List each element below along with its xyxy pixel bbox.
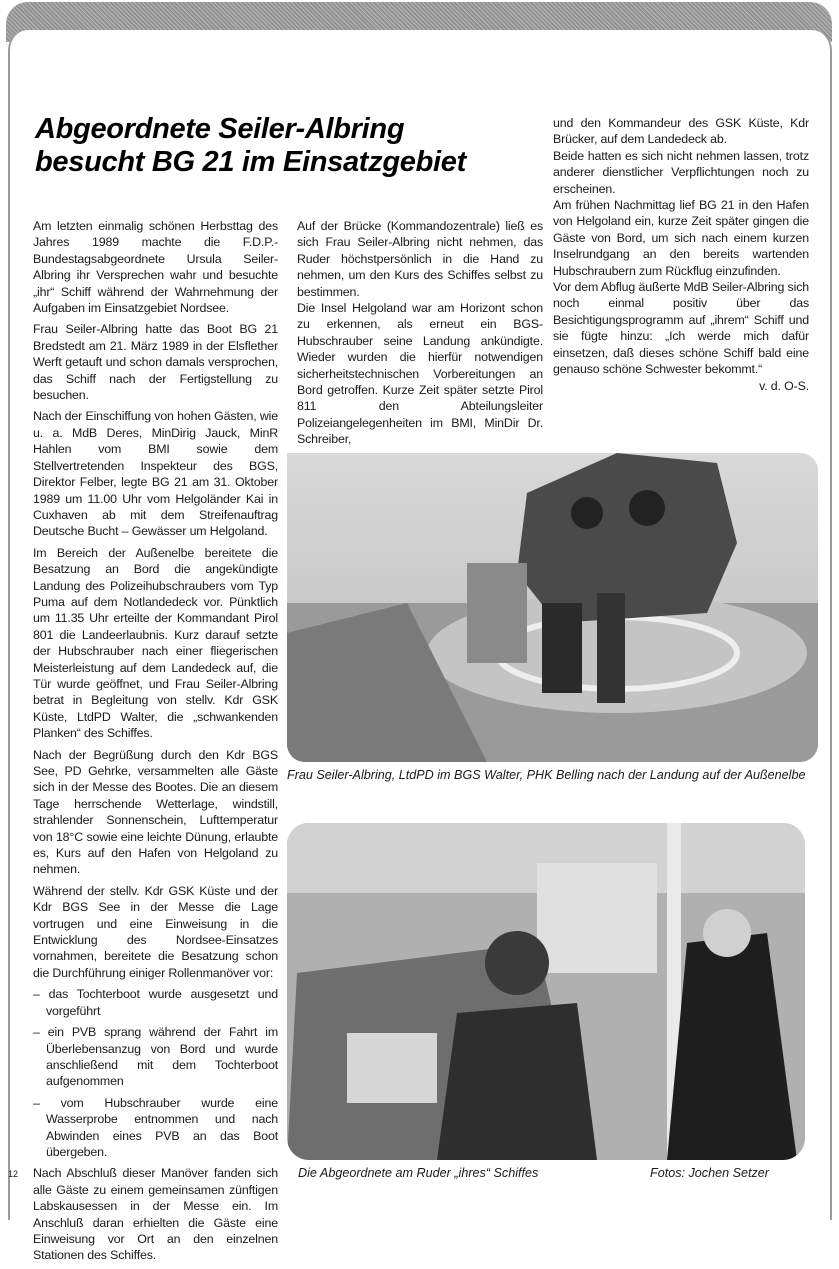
paragraph: Frau Seiler-Albring hatte das Boot BG 21 Bredstedt am 21. März 1989 in der Elsflether Werft getauft und schon damals versprochen, das Schiff nach der Fertigstellung zu besuchen. (33, 322, 278, 403)
paragraph: Nach Abschluß dieser Manöver fanden sich alle Gäste zu einem gemeinsamen zünftigen Labskausessen in der Messe ein. Im Anschluß daran erhielten die Gäste eine Einweisung vor Ort an den einzelnen Stationen des Schiffes. (33, 1166, 278, 1263)
title-line-2: besucht BG 21 im Einsatzgebiet (35, 146, 466, 178)
list-item: – das Tochterboot wurde ausgesetzt und vorgeführt (33, 987, 278, 1018)
photo-bridge (287, 823, 805, 1160)
page-number: 12 (8, 1169, 19, 1179)
paragraph: Die Insel Helgoland war am Horizont schon zu erkennen, als erneut ein BGS-Hubschrauber seine Landung ankündigte. Wieder wurden die hierfür notwendigen sicherheitstechnischen Vorbereitungen an Bord getroffen. Kurze Zeit später setzte Pirol 811 den Abteilungsleiter Polizeiangelegenheiten im BMI, MinDir Dr. Schreiber, (297, 301, 543, 447)
photo-caption-2: Die Abgeordnete am Ruder „ihres“ Schiffes (298, 1166, 539, 1180)
list-item: – ein PVB sprang während der Fahrt im Überlebensanzug von Bord und wurde anschließend mit dem Tochterboot aufgenommen (33, 1025, 278, 1089)
column-2 (297, 218, 543, 448)
paragraph: Am frühen Nachmittag lief BG 21 in den Hafen von Helgoland ein, kurze Zeit später gingen die Gäste von Bord, um sich nach einem kurzen Inselrundgang an den bereits wartenden Hubschraubern zum Rückflug einzufinden. (553, 198, 809, 278)
author-signature: v. d. O-S. (759, 378, 809, 393)
photo-helicopter-landing (287, 453, 818, 762)
list-item: – vom Hubschrauber wurde eine Wasserprobe entnommen und nach Abwinden eines PVB an das Boot übergeben. (33, 1095, 278, 1159)
paragraph: und den Kommandeur des GSK Küste, Kdr Brücker, auf dem Landedeck ab. (553, 116, 809, 147)
paragraph: Nach der Begrüßung durch den Kdr BGS See, PD Gehrke, versammelten alle Gäste sich in der Messe des Bootes. Die an diesem Tage herrschende Wetterlage, windstill, strahlender Sonnenschein, Lufttemperatur von 18°C sowie eine leichte Dünung, erlaubte es, Kurs auf den Hafen von Helgoland zu nehmen. (33, 747, 278, 877)
photo-credit: Fotos: Jochen Setzer (650, 1166, 770, 1180)
title-line-1: Abgeordnete Seiler-Albring (35, 113, 405, 145)
maneuver-list (33, 986, 278, 1160)
paragraph: Auf der Brücke (Kommandozentrale) ließ es sich Frau Seiler-Albring nicht nehmen, das Ruder höchstpersönlich in die Hand zu nehmen, um den Kurs des Schiffes selbst zu bestimmen. (297, 219, 543, 299)
helicopter-photo-image (287, 453, 818, 762)
paragraph: Am letzten einmalig schönen Herbsttag des Jahres 1989 machte die F.D.P.-Bundestagsabgeordnete Ursula Seiler-Albring ihr Versprechen wahr und besuchte „ihr“ Schiff während der Wahrnehmung der Aufgaben im Einsatzgebiet Nordsee. (33, 219, 278, 316)
paragraph (553, 279, 809, 393)
closing-text: Vor dem Abflug äußerte MdB Seiler-Albring sich noch einmal positiv über das Besichtigungsprogramm auf „ihrem“ Schiff und sie fügte hinzu: „Ich werde mich dafür einsetzen, daß dieses schöne Schiff bald eine genauso schöne Schwester bekommt.“ (553, 280, 809, 377)
column-1 (33, 218, 278, 1269)
bridge-photo-image (287, 823, 805, 1160)
paragraph: Nach der Einschiffung von hohen Gästen, wie u. a. MdB Deres, MinDirig Jauck, MinR Hahlen vom BMI sowie dem Stellvertretenden Inspekteur des BGS, Direktor Felber, legte BG 21 am 31. Oktober 1989 um 11.00 Uhr vom Helgoländer Kai in Cuxhaven ab mit dem Streifenauftrag Deutsche Bucht – Gewässer um Helgoland. (33, 409, 278, 539)
column-3 (553, 115, 809, 394)
paragraph: Im Bereich der Außenelbe bereitete die Besatzung an Bord die angekündigte Landung des Polizeihubschraubers vom Typ Puma auf dem Notlandedeck vor. Pünktlich um 11.35 Uhr erteilte der Kommandant Pirol 801 die Landeerlaubnis. Kurz darauf setzte der Hubschrauber nach einer fliegerischen Meisterleistung auf dem Landedeck auf, die Tür wurde geöffnet, und Frau Seiler-Albring betrat in Begleitung von stellv. Kdr GSK Küste, LtdPD Walter, die „schwankenden Planken“ des Schiffes. (33, 545, 278, 741)
photo-caption-1: Frau Seiler-Albring, LtdPD im BGS Walter, PHK Belling nach der Landung auf der Außenelbe (287, 768, 806, 782)
paragraph: Beide hatten es sich nicht nehmen lassen, trotz anderer dienstlicher Verpflichtungen noch zu erscheinen. (553, 148, 809, 196)
paragraph: Während der stellv. Kdr GSK Küste und der Kdr BGS See in der Messe die Lage vortrugen und eine Einweisung in die Entwicklung des Nordsee-Einsatzes vornahmen, bereitete die Besatzung schon die Durchführung einiger Rollenmanöver vor: (33, 883, 278, 980)
article-title (35, 113, 466, 179)
